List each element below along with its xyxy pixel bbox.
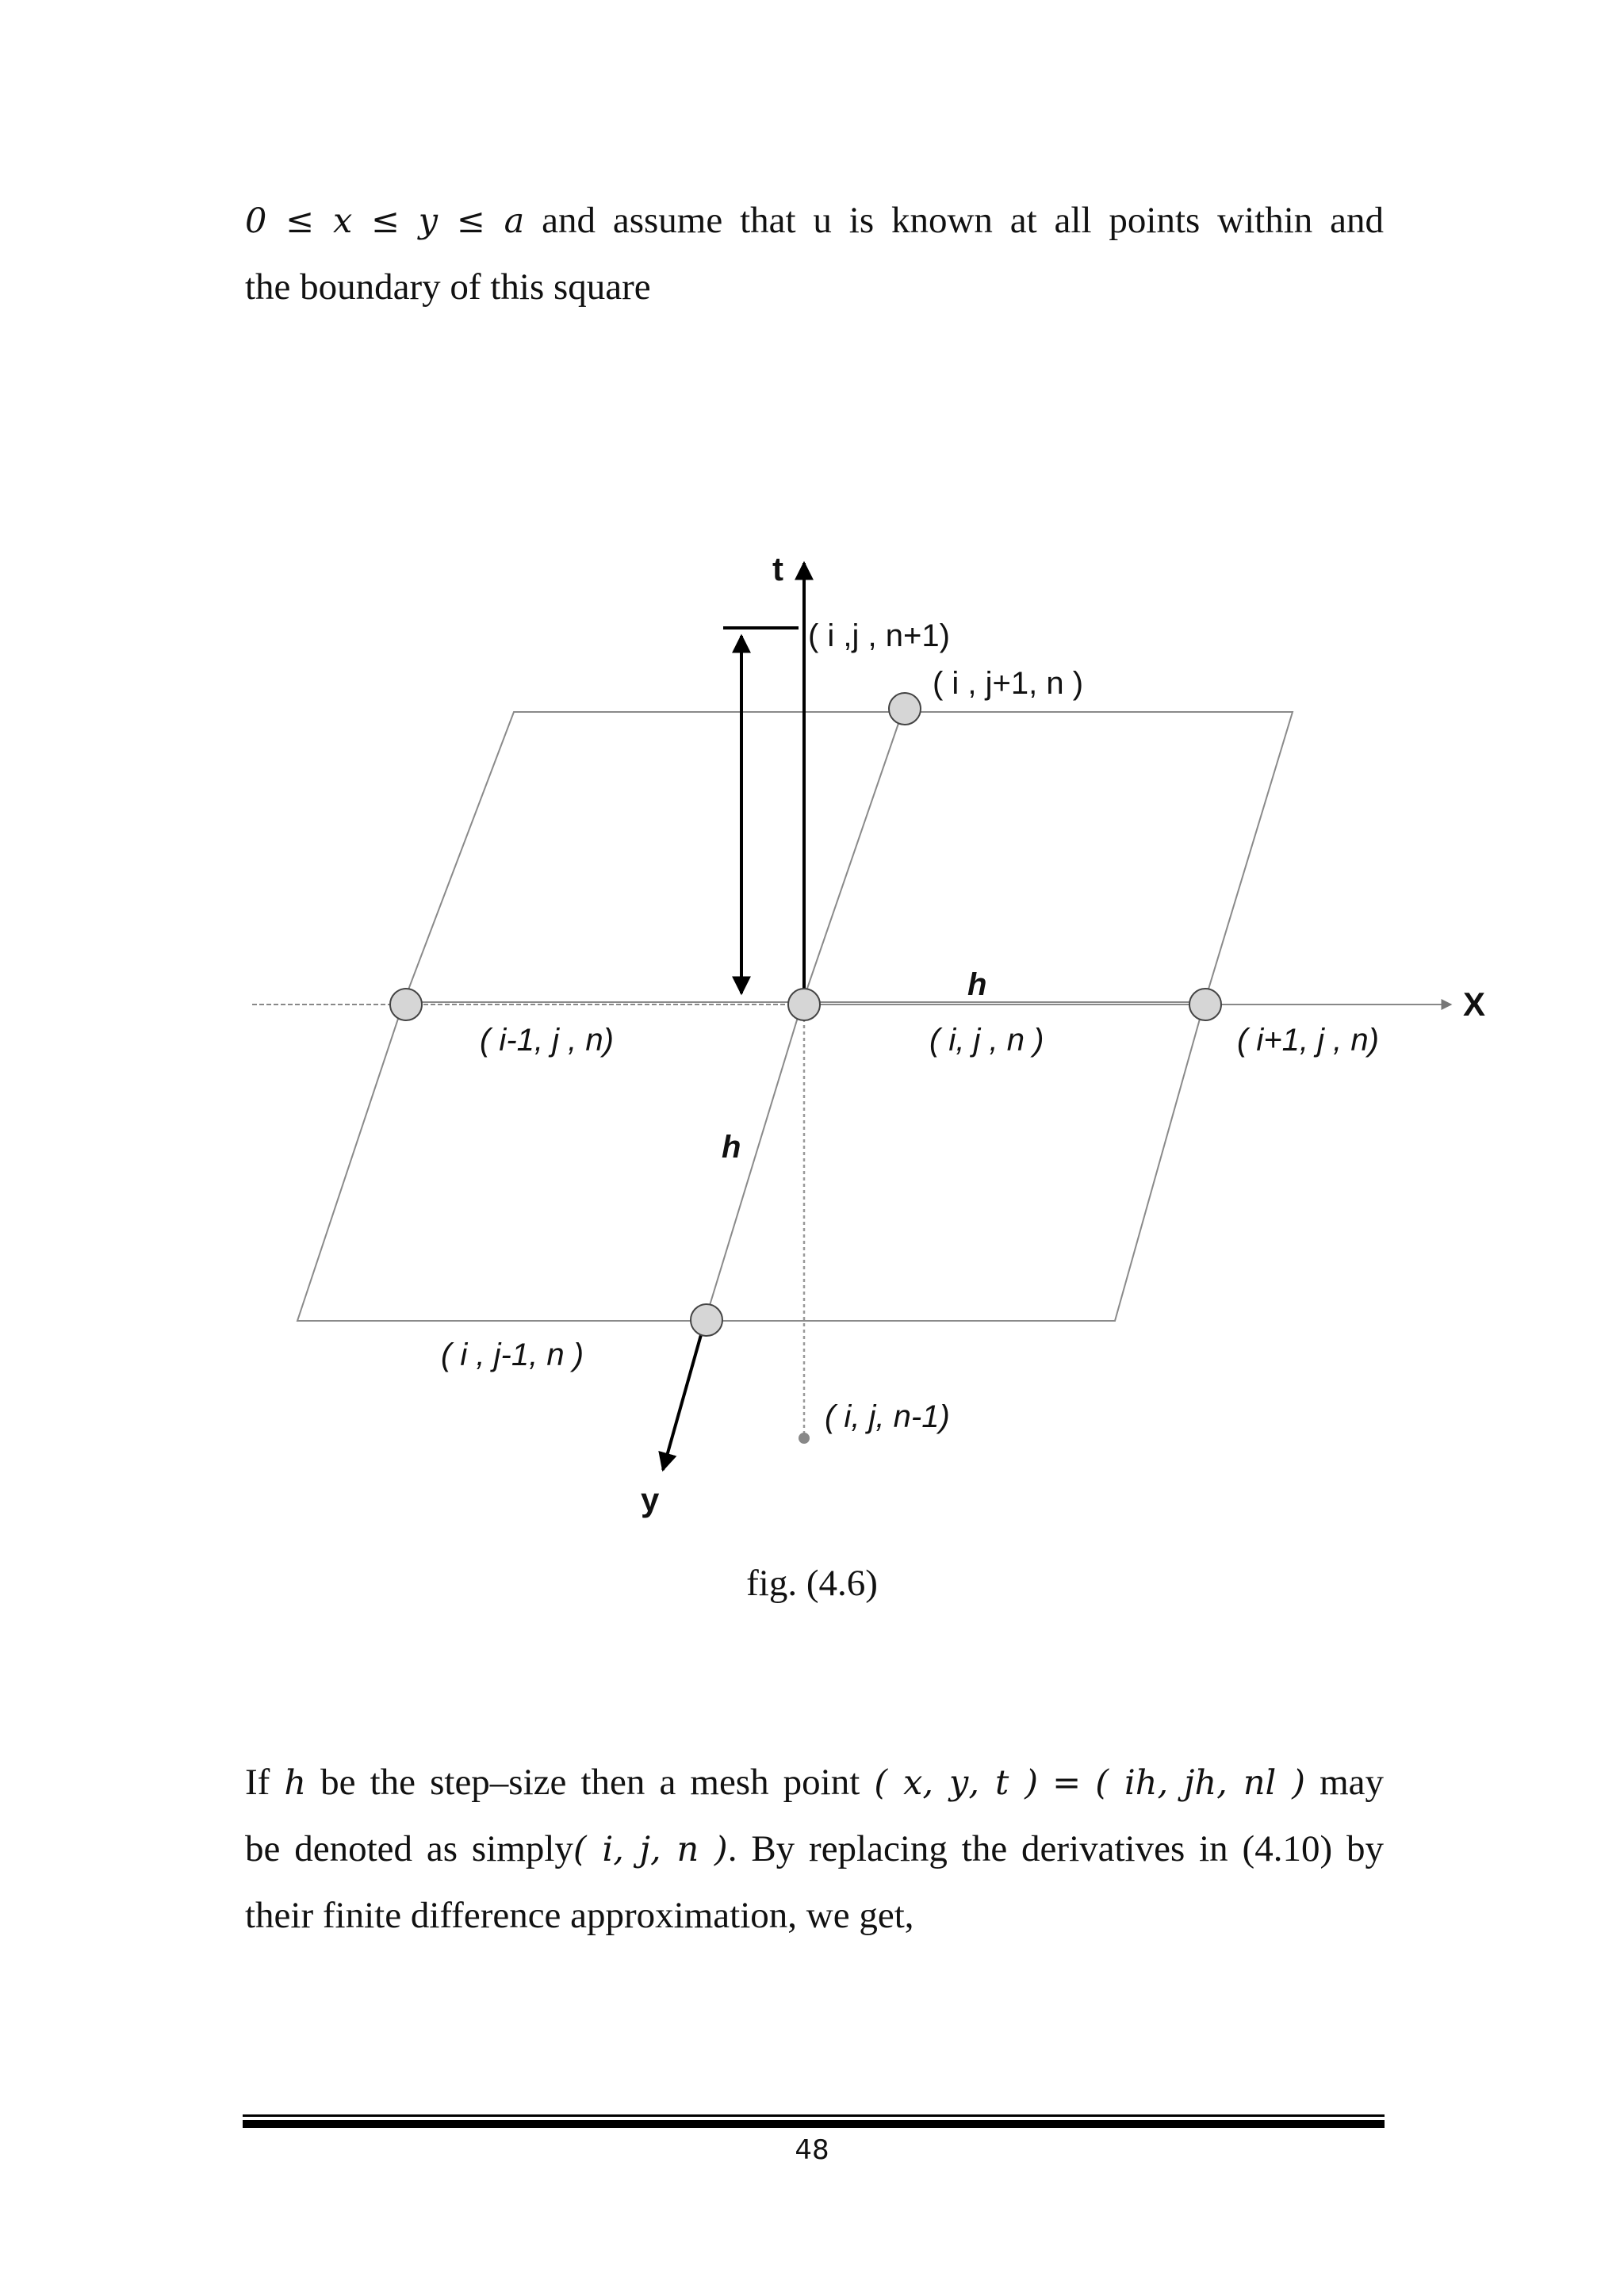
paragraph-mesh-line-3: their finite difference approximation, we get,	[245, 1895, 914, 1936]
text-step-size: be the step–size then a mesh point	[320, 1762, 860, 1803]
math-equals: =	[1052, 1763, 1082, 1803]
point-i-j-n	[788, 989, 820, 1020]
inequality-math: 0 ≤ 𝑥 ≤ 𝑦 ≤ 𝑎	[245, 201, 525, 241]
text-if: If	[245, 1762, 270, 1803]
point-i-j-plus-1-n	[889, 693, 921, 725]
t-axis-label: t	[772, 550, 783, 587]
figure-caption: fig. (4.6)	[746, 1563, 878, 1604]
footer-rule-thin	[243, 2114, 1385, 2117]
footer-rule-thick	[243, 2120, 1385, 2128]
paragraph-mesh-line-2	[245, 1816, 1384, 1882]
math-ijn: ( 𝑖, 𝑗, 𝑛 )	[573, 1830, 728, 1869]
math-h: ℎ	[284, 1763, 307, 1803]
text-denoted: be denoted as simply	[245, 1828, 573, 1869]
y-axis-arrow	[663, 1321, 705, 1470]
math-ih-jh-nl: ( 𝑖ℎ, 𝑗ℎ, 𝑛𝑙 )	[1095, 1763, 1306, 1803]
page-number: 48	[795, 2134, 829, 2166]
label-i-minus-1-j-n: ( i-1, j , n)	[480, 1023, 614, 1058]
label-i-j-n-minus-1: ( i, j, n-1)	[825, 1399, 950, 1434]
y-axis-label: y	[641, 1481, 660, 1518]
text-replacing: . By replacing the derivatives in (4.10) by	[727, 1828, 1384, 1869]
point-i-plus-1-j-n	[1189, 989, 1221, 1020]
paragraph-mesh	[245, 1749, 1384, 1949]
paragraph-mesh-line-1	[245, 1749, 1384, 1816]
label-i-j-minus-1-n: ( i , j-1, n )	[441, 1337, 584, 1372]
label-i-j-n: ( i, j , n )	[929, 1023, 1044, 1058]
math-xyt: ( 𝑥, 𝑦, 𝑡 )	[874, 1763, 1039, 1803]
h-horizontal-label: h	[967, 967, 987, 1002]
x-axis-label: X	[1463, 985, 1486, 1023]
label-i-plus-1-j-n: ( i+1, j , n)	[1237, 1023, 1379, 1058]
y-direction-line-upper	[802, 712, 902, 1004]
label-i-j-plus-1-n: ( i , j+1, n )	[933, 666, 1084, 701]
text-may: may	[1320, 1762, 1385, 1803]
point-i-j-minus-1-n	[691, 1304, 722, 1336]
point-i-minus-1-j-n	[390, 989, 422, 1020]
upper-plane	[404, 712, 1293, 1002]
label-i-j-n-plus-1: ( i ,j , n+1)	[808, 618, 950, 653]
h-diagonal-label: h	[722, 1130, 741, 1165]
lower-plane	[297, 1002, 1205, 1321]
paragraph-intro-text: and assume that u is known at all points within and	[542, 200, 1384, 241]
y-direction-line-lower	[705, 1004, 802, 1321]
paragraph-intro-line-2: the boundary of this square	[245, 266, 651, 308]
n-minus-1-dot	[799, 1433, 810, 1444]
